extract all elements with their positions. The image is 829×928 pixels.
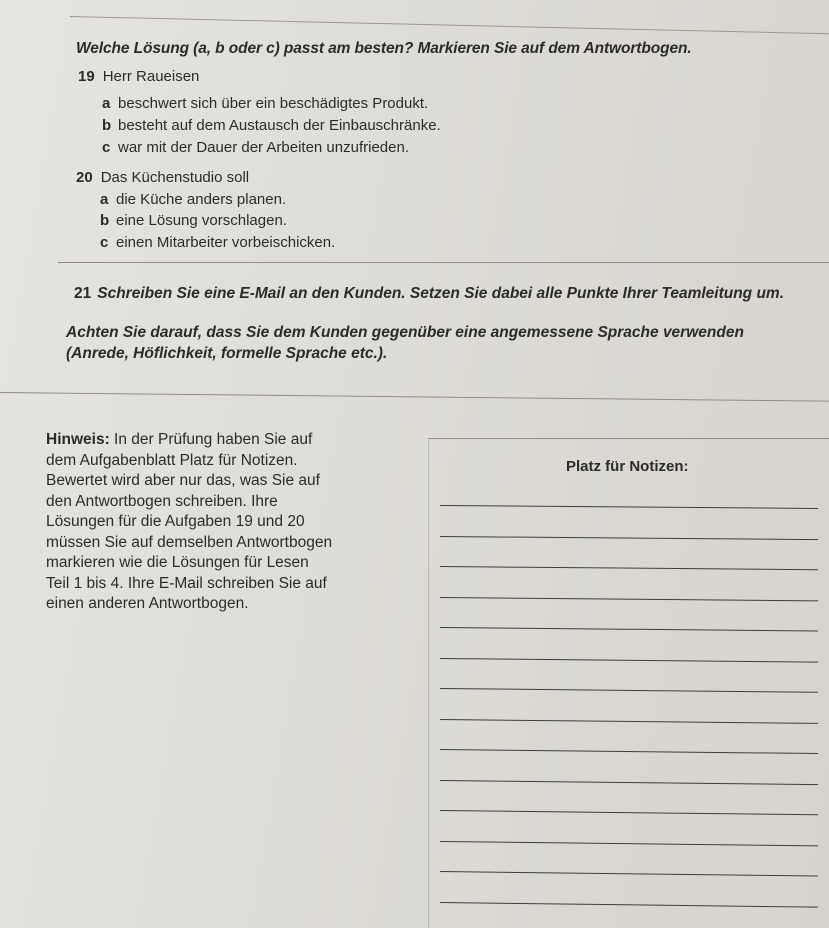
option-letter: b <box>100 212 110 229</box>
note-line[interactable] <box>440 627 818 631</box>
option-letter: a <box>102 95 111 112</box>
notes-title: Platz für Notizen: <box>566 458 689 475</box>
option-text: einen Mitarbeiter vorbeischicken. <box>116 234 336 251</box>
note-line[interactable] <box>440 902 818 908</box>
note-line[interactable] <box>440 536 818 540</box>
option-letter: c <box>100 234 109 251</box>
option-letter: b <box>102 117 112 134</box>
note-line[interactable] <box>440 719 818 724</box>
option-19a[interactable] <box>102 95 428 112</box>
question-20 <box>76 169 249 186</box>
note-line[interactable] <box>440 658 818 663</box>
note-line[interactable] <box>440 780 818 785</box>
note-line[interactable] <box>440 871 818 877</box>
question-19 <box>78 68 199 85</box>
option-20a[interactable] <box>100 191 286 208</box>
instruction: Welche Lösung (a, b oder c) passt am besten? Markieren Sie auf dem Antwortbogen. <box>76 40 692 57</box>
section-divider <box>0 392 829 402</box>
note-line[interactable] <box>440 749 818 754</box>
question-stem: Das Küchenstudio soll <box>100 169 250 186</box>
hint-box <box>46 430 336 615</box>
hint-label: Hinweis: <box>46 431 110 448</box>
note-line[interactable] <box>440 505 818 509</box>
notes-divider <box>428 438 429 928</box>
top-rule <box>70 16 829 34</box>
task-number: 21 <box>74 285 92 302</box>
note-line[interactable] <box>440 597 818 601</box>
question-number: 19 <box>78 68 95 85</box>
option-text: besteht auf dem Austausch der Einbauschränke. <box>118 117 441 134</box>
note-line[interactable] <box>440 841 818 846</box>
hint-text: In der Prüfung haben Sie auf dem Aufgabenblatt Platz für Notizen. Bewertet wird aber nur das, was Sie auf den Antwortbogen schreiben. Ihre Lösungen für die Aufgaben 19 und 20 müssen Sie auf demselben Antwortbogen markieren wie die Lösungen für Lesen Teil 1 bis 4. Ihre E-Mail schreiben Sie auf einen anderen Antwortbogen. <box>46 431 333 612</box>
option-19b[interactable] <box>102 117 441 134</box>
option-text: eine Lösung vorschlagen. <box>116 212 287 229</box>
option-20b[interactable] <box>100 212 287 229</box>
option-text: die Küche anders planen. <box>116 191 287 208</box>
option-letter: a <box>100 191 109 208</box>
section-divider <box>58 262 829 263</box>
task-21-note: Achten Sie darauf, dass Sie dem Kunden gegenüber eine angemessene Sprache verwenden (Anrede, Höflichkeit, formelle Sprache etc.). <box>66 324 744 362</box>
note-line[interactable] <box>440 688 818 693</box>
option-19c[interactable] <box>102 139 409 156</box>
task-text: Schreiben Sie eine E-Mail an den Kunden. Setzen Sie dabei alle Punkte Ihrer Teamleitung um. <box>97 285 785 302</box>
note-line[interactable] <box>440 810 818 815</box>
task-21 <box>74 285 814 303</box>
option-20c[interactable] <box>100 234 335 251</box>
notes-top-rule <box>428 438 829 439</box>
note-line[interactable] <box>440 566 818 570</box>
question-stem: Herr Raueisen <box>102 68 200 85</box>
question-number: 20 <box>76 169 93 186</box>
option-text: war mit der Dauer der Arbeiten unzufrieden. <box>118 139 409 156</box>
option-letter: c <box>102 139 111 156</box>
option-text: beschwert sich über ein beschädigtes Produkt. <box>118 95 429 112</box>
